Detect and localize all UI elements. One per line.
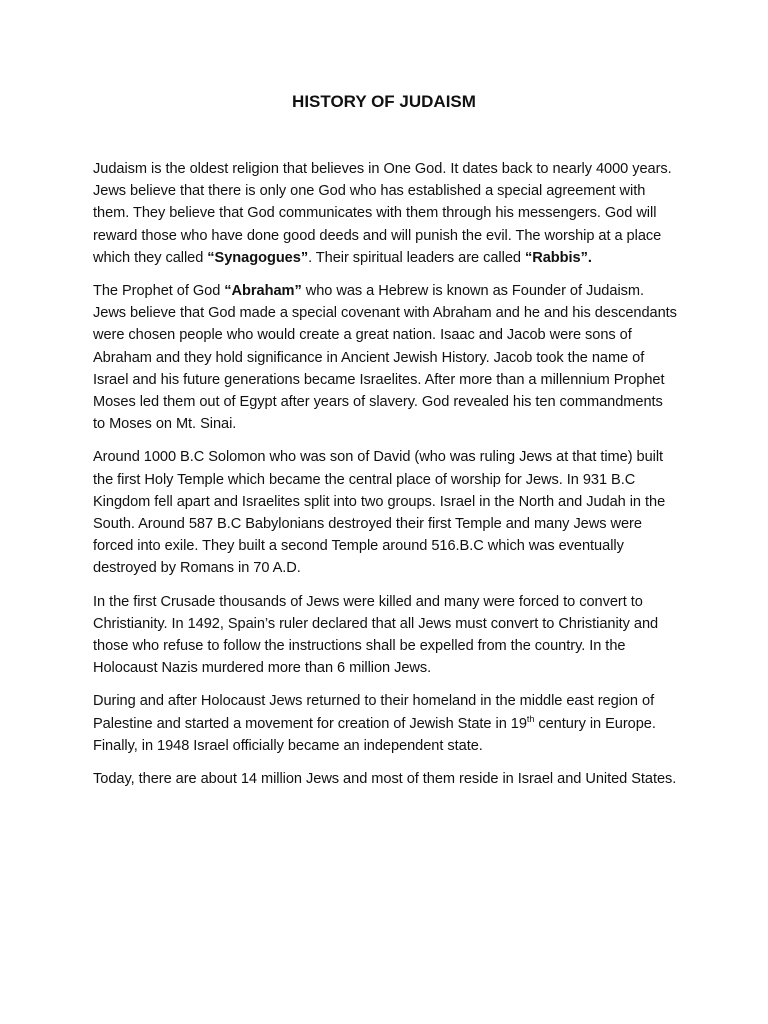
- superscript-th: th: [526, 713, 535, 724]
- bold-term-rabbis: “Rabbis”.: [524, 249, 592, 266]
- paragraph-text: Around 1000 B.C Solomon who was son of David (who was ruling Jews at that time) built the first Holy Temple which became the central place of worship for Jews. In 931 B.C Kingdom fell apart and Israelites split into two groups. Israel in the North and Judah in the South. Around 587 B.C Babylonians destroyed their first Temple and many Jews were forced into exile. They built a second Temple around 516.B.C which was eventually destroyed by Romans in 70 A.D.: [93, 449, 666, 577]
- paragraph-text: who was a Hebrew is known as Founder of Judaism. Jews believe that God made a special covenant with Abraham and he and his descendants were chosen people who would create a great nation. Isaac and Jacob were sons of Abraham and they hold significance in Ancient Jewish History. Jacob took the name of Israel and his future generations became Israelites. After more than a millennium Prophet Moses led them out of Egypt after years of slavery. God revealed his ten commandments to Moses on Mt. Sinai.: [93, 283, 677, 433]
- paragraph-text: During and after Holocaust Jews returned to their homeland in the middle east region of Palestine and started a movement for creation of Jewish State in 19: [93, 693, 655, 732]
- paragraph-intro: [93, 158, 678, 269]
- paragraph-today: [93, 768, 678, 790]
- paragraph-text: In the first Crusade thousands of Jews were killed and many were forced to convert to Christianity. In 1492, Spain’s ruler declared that all Jews must convert to Christianity and those who refuse to follow the instructions shall be expelled from the country. In the Holocaust Nazis murdered more than 6 million Jews.: [93, 593, 659, 677]
- document-body: [93, 158, 678, 801]
- bold-term-abraham: “Abraham”: [224, 283, 302, 300]
- paragraph-abraham: [93, 280, 678, 435]
- paragraph-text: century in Europe. Finally, in 1948 Israel officially became an independent state.: [93, 715, 656, 754]
- paragraph-temples: [93, 446, 678, 579]
- paragraph-crusade: [93, 591, 678, 680]
- paragraph-text: Today, there are about 14 million Jews and most of them reside in Israel and United States.: [93, 771, 677, 788]
- paragraph-homeland: [93, 690, 678, 757]
- paragraph-text: . Their spiritual leaders are called: [308, 249, 525, 266]
- paragraph-text: Judaism is the oldest religion that believes in One God. It dates back to nearly 4000 years. Jews believe that there is only one God who has established a special agreement with them. They believe that God communicates with them through his messengers. God will reward those who have done good deeds and will punish the evil. The worship at a place which they called: [93, 161, 672, 266]
- document-title: HISTORY OF JUDAISM: [292, 92, 476, 111]
- paragraph-text: The Prophet of God: [93, 283, 225, 300]
- bold-term-synagogues: “Synagogues”: [207, 249, 309, 266]
